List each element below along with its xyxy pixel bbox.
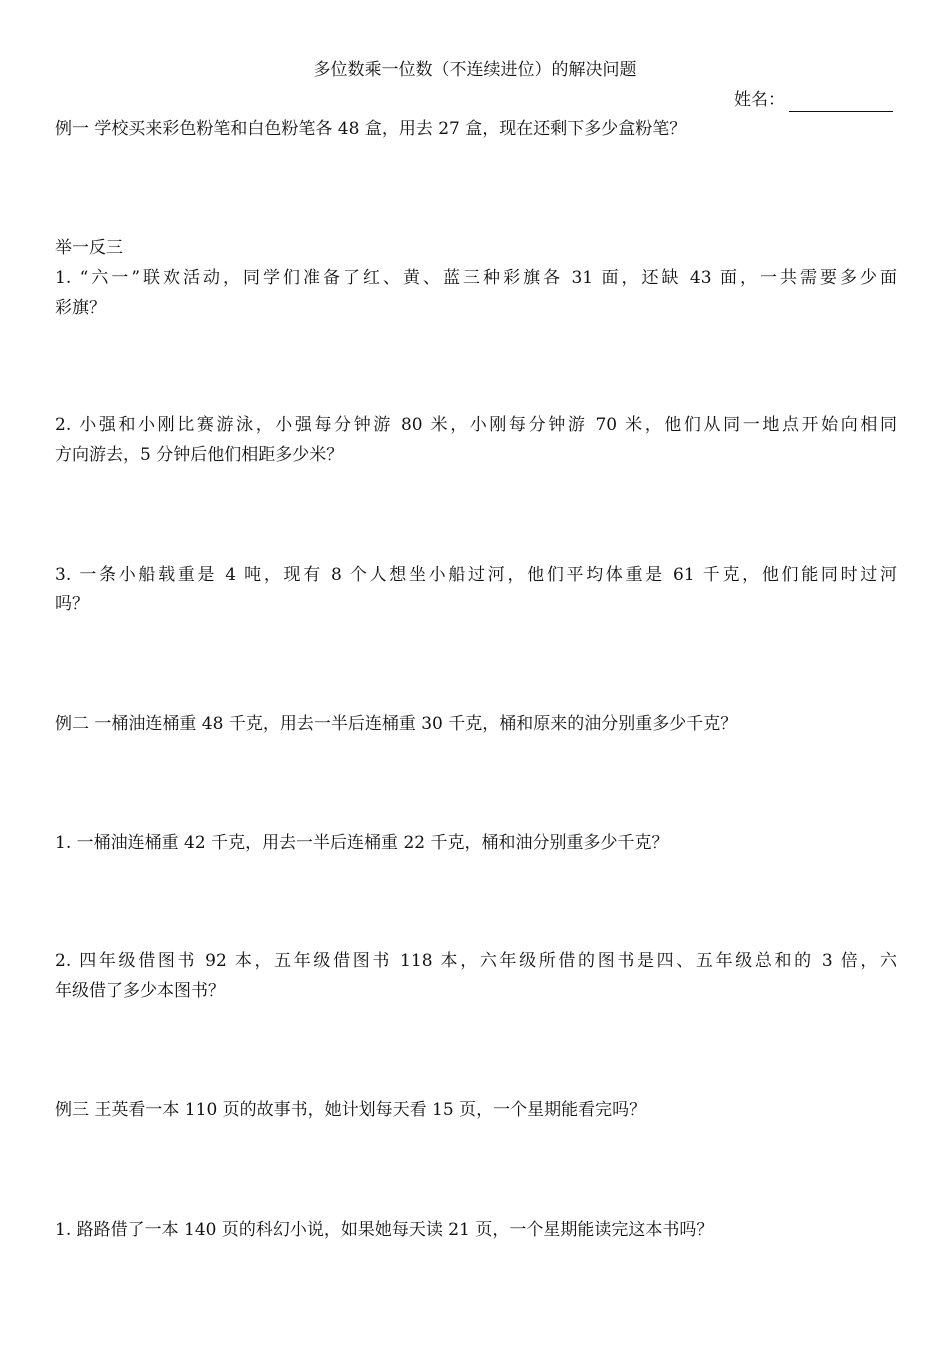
example-1-question: 例一 学校买来彩色粉笔和白色粉笔各 48 盒，用去 27 盒，现在还剩下多少盒粉笔？: [55, 119, 687, 139]
practice-1-q3-line1: 3. 一条小船载重是 4 吨，现有 8 个人想坐小船过河，他们平均体重是 61 千克，他们能同时过河: [55, 565, 897, 585]
practice-1-q2-line2: 方向游去，5 分钟后他们相距多少米？: [55, 445, 344, 465]
example-2-q1: 1. 一桶油连桶重 42 千克，用去一半后连桶重 22 千克，桶和油分别重多少千克？: [55, 833, 669, 853]
name-blank-line: [789, 93, 893, 112]
example-2-q2-line2: 年级借了多少本图书？: [55, 981, 225, 1001]
practice-1-q1-line2: 彩旗？: [55, 298, 106, 318]
practice-1-q3-line2: 吗？: [55, 594, 89, 614]
example-3-question: 例三 王英看一本 110 页的故事书，她计划每天看 15 页，一个星期能看完吗？: [55, 1100, 647, 1120]
worksheet-title: 多位数乘一位数（不连续进位）的解决问题: [313, 60, 637, 80]
practice-1-q2-line1: 2. 小强和小刚比赛游泳，小强每分钟游 80 米，小刚每分钟游 70 米，他们从同一地点开始向相同: [55, 415, 897, 435]
practice-1-q1-line1: 1. “六一”联欢活动，同学们准备了红、黄、蓝三种彩旗各 31 面，还缺 43 面，一共需要多少面: [55, 268, 897, 288]
practice-heading: 举一反三: [55, 238, 123, 258]
example-2-q2-line1: 2. 四年级借图书 92 本，五年级借图书 118 本，六年级所借的图书是四、五年级总和的 3 倍，六: [55, 951, 897, 971]
example-2-question: 例二 一桶油连桶重 48 千克，用去一半后连桶重 30 千克，桶和原来的油分别重多少千克？: [55, 714, 738, 734]
example-3-q1: 1. 路路借了一本 140 页的科幻小说，如果她每天读 21 页，一个星期能读完这本书吗？: [55, 1220, 714, 1240]
name-label: 姓名：: [734, 90, 785, 110]
name-field: [734, 88, 893, 112]
